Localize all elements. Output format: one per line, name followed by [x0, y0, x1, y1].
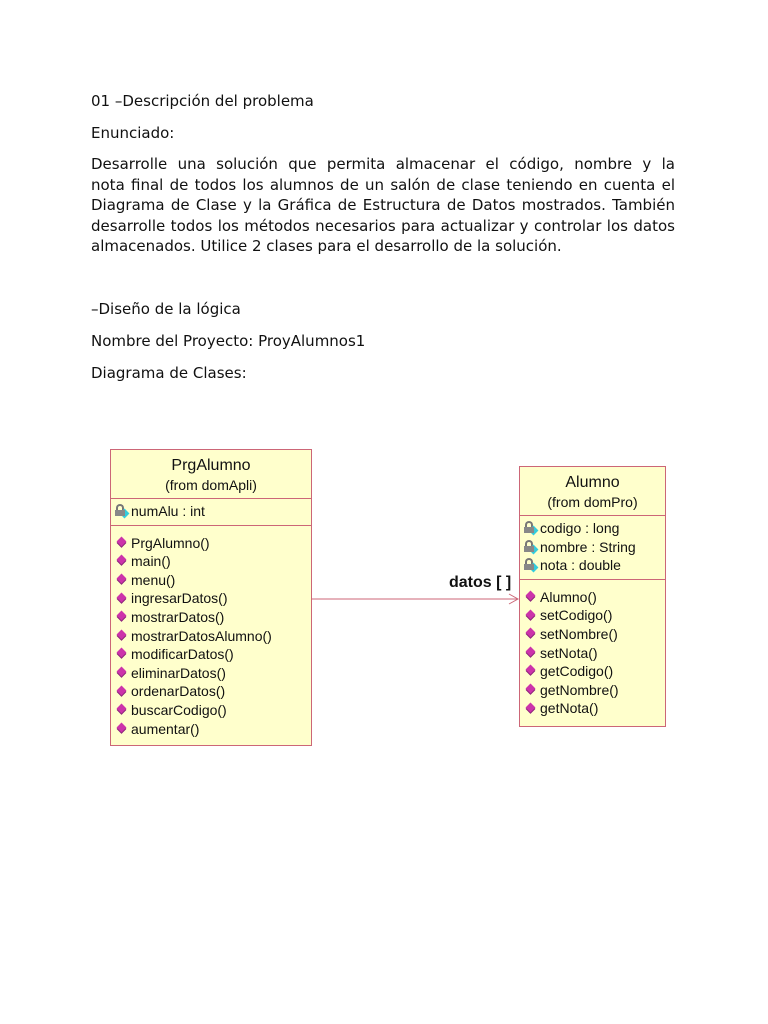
operation-text: getNota()	[540, 700, 599, 717]
attribute-text: codigo : long	[540, 520, 620, 536]
section-heading-problem: 01 –Descripción del problema	[91, 92, 314, 110]
operation-text: main()	[131, 553, 171, 570]
operation-text: ordenarDatos()	[131, 683, 226, 700]
operation-text: Alumno()	[540, 588, 597, 605]
operation-text: eliminarDatos()	[131, 664, 226, 681]
operation-text: mostrarDatos()	[131, 608, 225, 625]
operation-text: getCodigo()	[540, 663, 614, 680]
operation-text: setNombre()	[540, 625, 618, 642]
operation-text: modificarDatos()	[131, 646, 234, 663]
operation-text: menu()	[131, 571, 176, 588]
diagram-label: Diagrama de Clases:	[91, 364, 247, 382]
operation-text: aumentar()	[131, 720, 200, 737]
operation-text: getNombre()	[540, 681, 619, 698]
class-name: PrgAlumno	[171, 457, 251, 474]
statement-line: desarrolle todos los métodos necesarios para actualizar y controlar los datos	[91, 216, 675, 235]
statement-line: nota final de todos los alumnos de un salón de clase teniendo en cuenta el	[91, 175, 675, 194]
operation-text: ingresarDatos()	[131, 590, 228, 607]
statement-line: Desarrolle una solución que permita almacenar el código, nombre y la	[91, 155, 675, 173]
attribute-text: nota : double	[540, 557, 621, 574]
enunciado-label: Enunciado:	[91, 124, 175, 142]
operation-text: setCodigo()	[540, 607, 613, 624]
association-label: datos [ ]	[449, 574, 512, 591]
operation-text: mostrarDatosAlumno()	[131, 627, 272, 644]
class-package: (from domPro)	[547, 494, 638, 510]
class-name: Alumno	[565, 474, 620, 491]
operation-text: buscarCodigo()	[131, 701, 227, 718]
statement-line: Diagrama de Clase y la Gráfica de Estructura de Datos mostrados. También	[91, 196, 675, 214]
project-name: Nombre del Proyecto: ProyAlumnos1	[91, 332, 366, 350]
class-package: (from domApli)	[165, 477, 257, 493]
attribute-text: numAlu : int	[131, 503, 205, 519]
attribute-text: nombre : String	[540, 538, 636, 555]
operation-text: PrgAlumno()	[131, 534, 210, 551]
section-heading-design: –Diseño de la lógica	[91, 300, 241, 318]
statement-line: almacenados. Utilice 2 clases para el desarrollo de la solución.	[91, 237, 562, 255]
operation-text: setNota()	[540, 644, 598, 661]
